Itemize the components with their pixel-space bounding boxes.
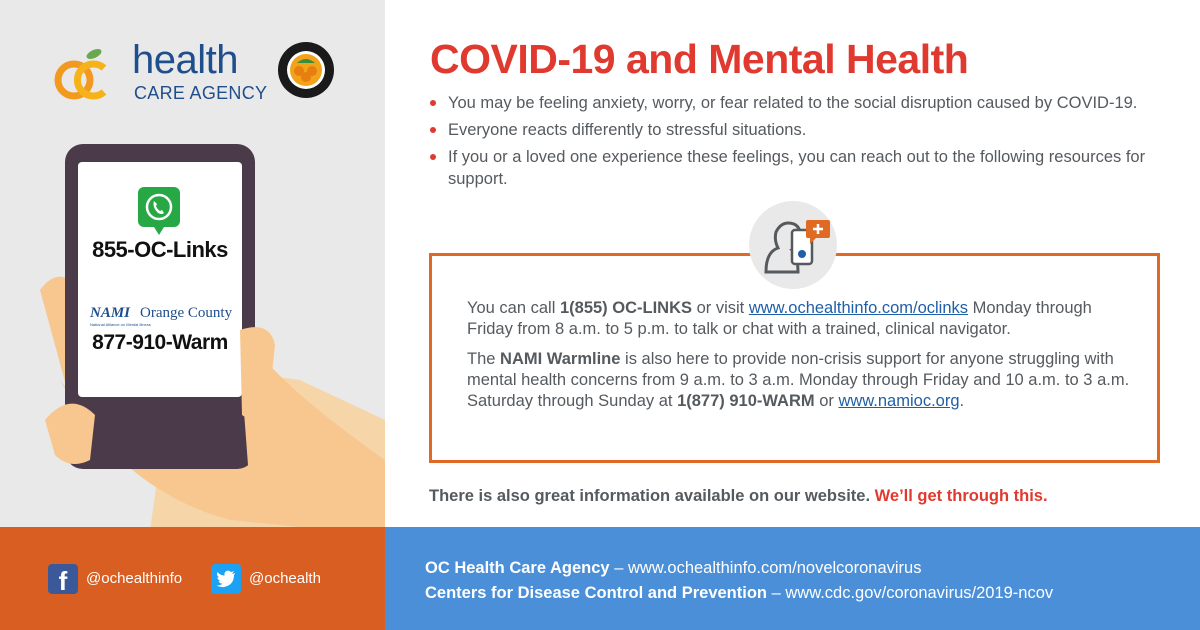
cdc-footer-line: Centers for Disease Control and Prevention – www.cdc.gov/coronavirus/2019-ncov (425, 584, 1054, 602)
facebook-handle: @ochealthinfo (86, 570, 183, 587)
nami-orange-county-logo (90, 305, 240, 329)
nami-mark: NAMI (90, 305, 131, 321)
phone-screen (80, 165, 240, 395)
oc-links-phone: 1(855) OC-LINKS (559, 299, 692, 317)
facebook-icon: f (48, 564, 78, 594)
cdc-url[interactable]: www.cdc.gov/coronavirus/2019-ncov (785, 584, 1054, 602)
cdc-name: Centers for Disease Control and Prevention (425, 584, 767, 602)
namioc-link[interactable]: www.namioc.org (838, 392, 960, 410)
nami-county-text: Orange County (140, 305, 233, 321)
bullet-item (430, 92, 1170, 114)
nami-tagline: National Alliance on Mental Illness (90, 322, 151, 327)
bullet-item (430, 119, 1170, 141)
nami-warmline-label: NAMI Warmline (500, 350, 621, 368)
county-seal-icon (277, 41, 335, 99)
oc-hca-footer-line: OC Health Care Agency – www.ochealthinfo.com/novelcoronavirus (425, 559, 922, 577)
resources-text (467, 298, 1137, 421)
oclinks-link[interactable]: www.ochealthinfo.com/oclinks (748, 299, 969, 317)
left-panel (0, 0, 385, 527)
oc-hca-name: OC Health Care Agency (425, 559, 610, 577)
logo-agency-text: CARE AGENCY (134, 83, 268, 103)
oc-hca-url[interactable]: www.ochealthinfo.com/novelcoronavirus (627, 559, 922, 577)
closing-text: There is also great information available on our website. (429, 487, 875, 505)
page-title: COVID-19 and Mental Health (430, 36, 969, 82)
oc-logo-icon (52, 44, 124, 104)
warmline-phone: 1(877) 910-WARM (677, 392, 815, 410)
warm-line-number: 877-910-Warm (92, 331, 228, 354)
closing-message (429, 487, 1048, 506)
navigator-chat-icon (748, 200, 838, 290)
bullet-text: Everyone reacts differently to stressful situations. (448, 121, 807, 139)
phone-chat-icon (138, 187, 180, 235)
bullet-dot-icon (430, 100, 436, 106)
bullet-list (430, 92, 1170, 195)
bullet-item (430, 146, 1170, 190)
bullet-text: You may be feeling anxiety, worry, or fear related to the social disruption caused by COVID-19. (448, 94, 1138, 112)
twitter-handle: @ochealth (249, 570, 321, 587)
oc-links-number: 855-OC-Links (92, 237, 228, 262)
twitter-icon (211, 564, 241, 594)
nami-warmline-paragraph: The NAMI Warmline is also here to provide non-crisis support for anyone struggling with mental health concerns from 9 a.m. to 3 a.m. Monday through Friday and 10 a.m. to 3 a.m. Saturday through Sunday at 1(877) 910-WARM or www.namioc.org. (467, 350, 1130, 410)
bullet-dot-icon (430, 154, 436, 160)
oc-health-care-agency-logo (52, 40, 342, 110)
footer-links (425, 556, 1185, 606)
bullet-text: If you or a loved one experience these feelings, you can reach out to the following resources for support. (448, 148, 1146, 188)
oc-links-paragraph: You can call 1(855) OC-LINKS or visit www.ochealthinfo.com/oclinks Monday through Friday from 8 a.m. to 5 p.m. to talk or chat with a trained, clinical navigator. (467, 299, 1092, 338)
logo-health-text: health (132, 38, 238, 82)
closing-highlight: We’ll get through this. (874, 487, 1048, 505)
bullet-dot-icon (430, 127, 436, 133)
